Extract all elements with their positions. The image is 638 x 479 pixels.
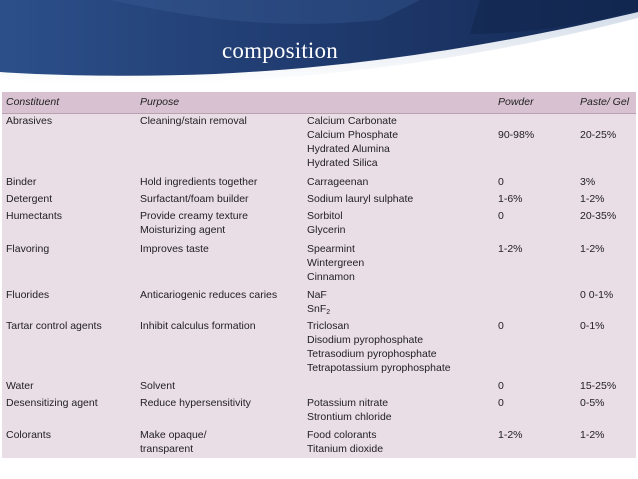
row-water-purpose: Solvent [140,380,176,392]
row-colorants-purpose: transparent [140,443,194,455]
row-binder-paste: 3% [580,176,596,188]
row-flavoring-example: Spearmint [307,243,355,255]
header-purpose: Purpose [140,96,180,108]
row-desensitizing-purpose: Reduce hypersensitivity [140,397,251,409]
row-abrasives-example: Calcium Phosphate [307,129,399,141]
row-abrasives-example: Calcium Carbonate [307,115,397,127]
row-detergent-paste: 1-2% [580,193,605,205]
row-flavoring-powder: 1-2% [498,243,523,255]
row-detergent-example: Sodium lauryl sulphate [307,193,414,205]
row-detergent-constituent: Detergent [6,193,53,205]
row-humectants-constituent: Humectants [6,210,63,222]
row-tartar-example: Triclosan [307,320,350,332]
row-abrasives-powder: 90-98% [498,129,535,141]
row-humectants-powder: 0 [498,210,504,222]
row-colorants-purpose: Make opaque/ [140,429,207,441]
row-abrasives-example: Hydrated Silica [307,157,378,169]
row-tartar-powder: 0 [498,320,504,332]
row-humectants-example: Sorbitol [307,210,343,222]
row-colorants-example: Titanium dioxide [307,443,384,455]
row-tartar-example: Tetrasodium pyrophosphate [307,348,437,360]
row-flavoring-constituent: Flavoring [6,243,50,255]
row-flavoring-example: Cinnamon [307,271,355,283]
row-binder-constituent: Binder [6,176,37,188]
row-detergent-powder: 1-6% [498,193,523,205]
header-constituent: Constituent [6,96,60,108]
row-desensitizing-example: Potassium nitrate [307,397,389,409]
row-fluorides-example [307,303,330,320]
row-abrasives-example: Hydrated Alumina [307,143,390,155]
row-fluorides-purpose: Anticariogenic reduces caries [140,289,278,301]
row-flavoring-paste: 1-2% [580,243,605,255]
slide-title: composition [222,38,338,63]
row-abrasives-purpose: Cleaning/stain removal [140,115,247,127]
row-water-paste: 15-25% [580,380,617,392]
composition-table [2,92,636,458]
row-humectants-purpose: Moisturizing agent [140,224,226,236]
row-humectants-example: Glycerin [307,224,346,236]
table-header-row [2,92,636,114]
row-binder-powder: 0 [498,176,504,188]
row-colorants-constituent: Colorants [6,429,51,441]
header-powder: Powder [498,96,534,108]
row-tartar-example: Disodium pyrophosphate [307,334,424,346]
row-humectants-paste: 20-35% [580,210,617,222]
row-flavoring-purpose: Improves taste [140,243,209,255]
row-colorants-paste: 1-2% [580,429,605,441]
row-humectants-purpose: Provide creamy texture [140,210,248,222]
row-fluorides-constituent: Fluorides [6,289,50,301]
row-binder-example: Carrageenan [307,176,369,188]
row-fluorides-paste: 0 0-1% [580,289,614,301]
row-abrasives-paste: 20-25% [580,129,617,141]
row-fluorides-example: NaF [307,289,327,301]
header-paste-gel: Paste/ Gel [580,96,630,108]
row-binder-purpose: Hold ingredients together [140,176,258,188]
row-desensitizing-constituent: Desensitizing agent [6,397,98,409]
row-tartar-purpose: Inhibit calculus formation [140,320,256,332]
row-detergent-purpose: Surfactant/foam builder [140,193,249,205]
row-desensitizing-example: Strontium chloride [307,411,392,423]
snf-subscript: 2 [326,309,331,316]
row-desensitizing-paste: 0-5% [580,397,605,409]
row-water-powder: 0 [498,380,504,392]
row-water-constituent: Water [6,380,34,392]
row-colorants-example: Food colorants [307,429,377,441]
row-colorants-powder: 1-2% [498,429,523,441]
row-tartar-paste: 0-1% [580,320,605,332]
row-tartar-constituent: Tartar control agents [6,320,102,332]
row-flavoring-example: Wintergreen [307,257,365,269]
row-tartar-example: Tetrapotassium pyrophosphate [307,362,451,374]
snf-label: SnF [307,303,327,315]
row-abrasives-constituent: Abrasives [6,115,53,127]
row-desensitizing-powder: 0 [498,397,504,409]
